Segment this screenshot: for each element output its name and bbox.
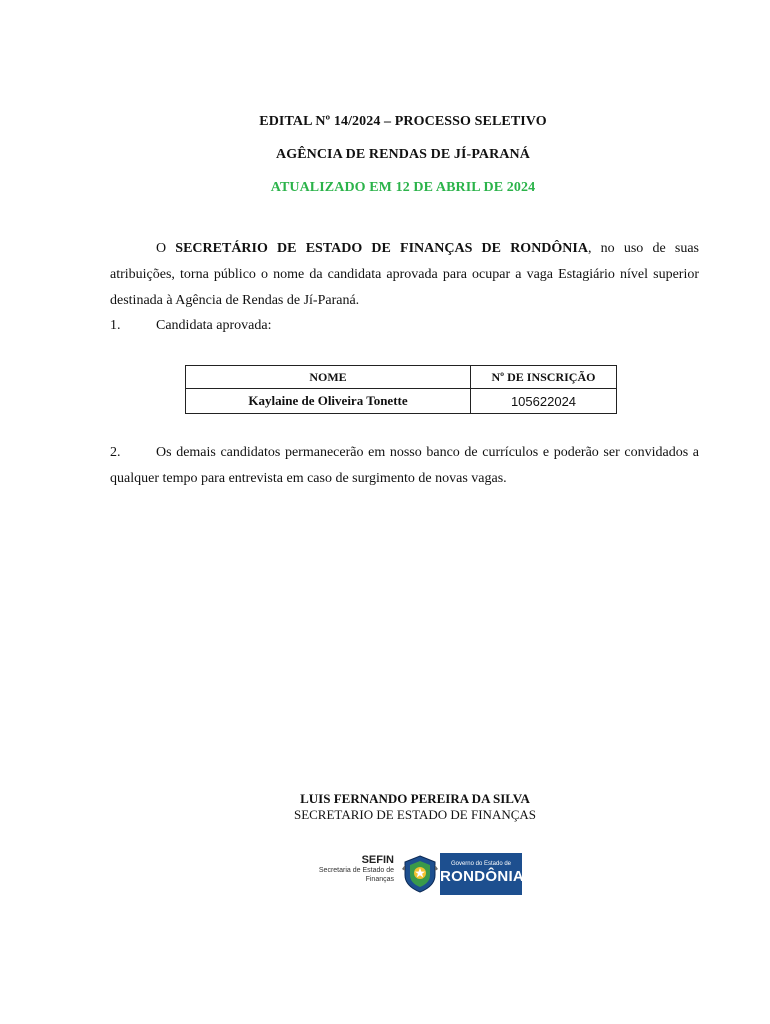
table-row	[186, 389, 617, 414]
edital-title: EDITAL Nº 14/2024 – PROCESSO SELETIVO	[259, 114, 547, 129]
gov-logo-title: RONDÔNIA	[440, 868, 525, 885]
footer-logos	[316, 852, 525, 896]
intro-prefix: O	[156, 241, 176, 256]
sefin-logo-subtitle-2: Finanças	[365, 876, 394, 883]
intro-paragraph	[110, 236, 699, 314]
column-header-name: NOME	[186, 366, 471, 389]
sefin-logo-title: SEFIN	[361, 854, 394, 866]
sefin-logo-subtitle-1: Secretaria de Estado de	[318, 867, 394, 874]
column-header-registration: Nº DE INSCRIÇÃO	[471, 366, 617, 389]
signatory-role: SECRETARIO DE ESTADO DE FINANÇAS	[293, 807, 537, 822]
item-2-number: 2.	[110, 445, 121, 460]
intro-text: , no uso de suas atribuições, torna público o nome da candidata aprovada para ocupar a vaga Estagiário nível superior destinada à Agência de Rendas de Jí-Paraná.	[110, 241, 699, 308]
item-1-number: 1.	[110, 318, 121, 333]
rondonia-coat-of-arms-icon	[402, 855, 438, 893]
approved-candidate-table	[185, 365, 617, 414]
item-2-text: Os demais candidatos permanecerão em nosso banco de currículos e poderão ser convidados a qualquer tempo para entrevista em caso de surgimento de novas vagas.	[110, 445, 699, 486]
table-header-row	[186, 366, 617, 389]
candidate-name: Kaylaine de Oliveira Tonette	[186, 389, 471, 414]
agency-title: AGÊNCIA DE RENDAS DE JÍ-PARANÁ	[276, 147, 530, 162]
item-1	[110, 318, 271, 334]
government-rondonia-logo	[440, 853, 525, 895]
gov-logo-subtitle: Governo do Estado de	[450, 861, 512, 867]
signatory-name: LUIS FERNANDO PEREIRA DA SILVA	[300, 791, 530, 806]
item-2	[110, 440, 699, 492]
candidate-registration: 105622024	[471, 389, 617, 414]
item-1-text: Candidata aprovada:	[156, 318, 272, 333]
updated-date: ATUALIZADO EM 12 DE ABRIL DE 2024	[270, 180, 536, 195]
intro-authority: SECRETÁRIO DE ESTADO DE FINANÇAS DE RONDÔNIA	[175, 241, 588, 256]
sefin-logo	[316, 854, 394, 884]
